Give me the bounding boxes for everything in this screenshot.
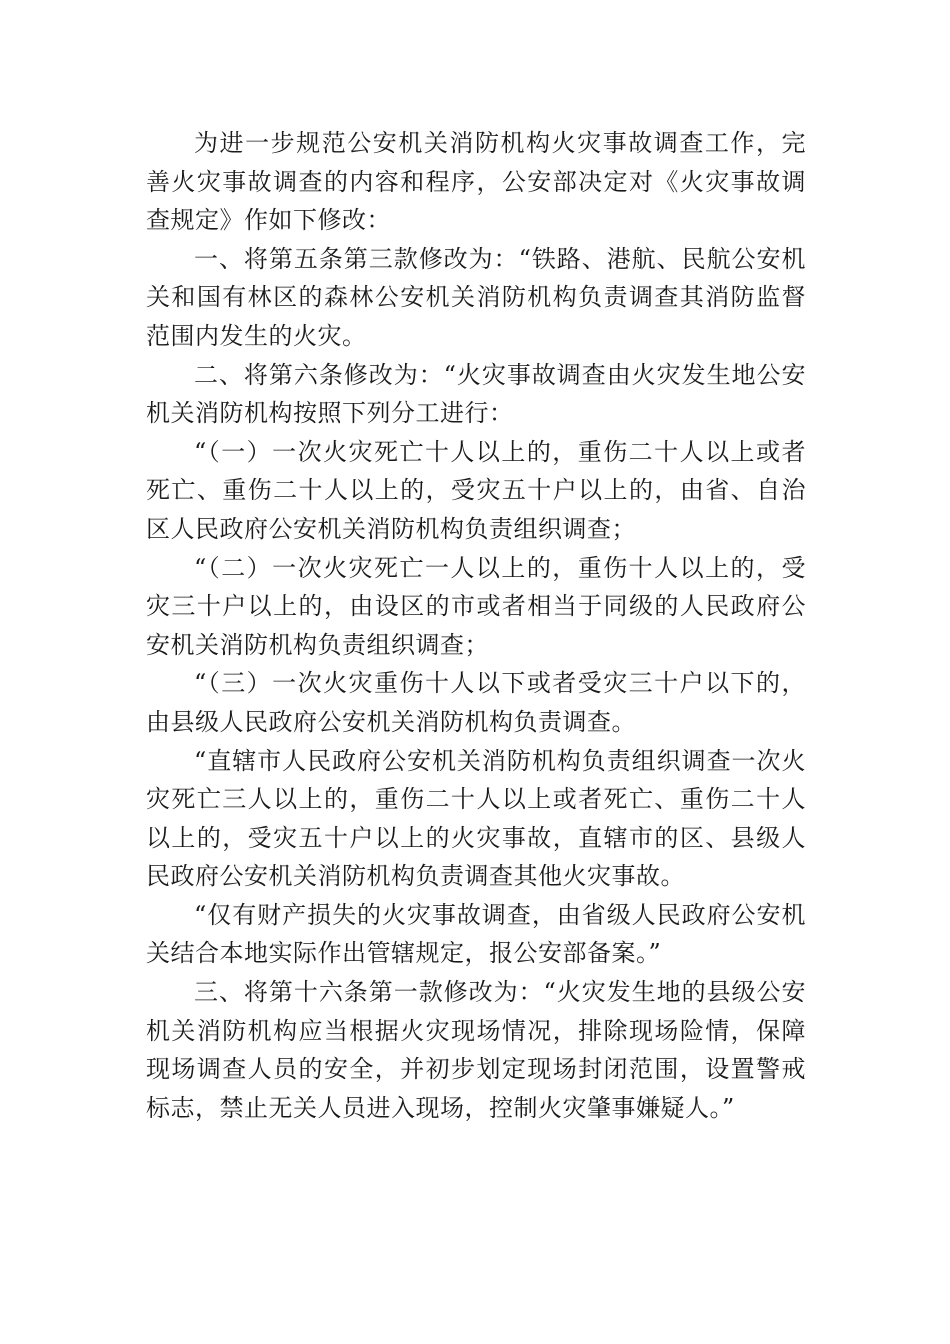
paragraph-item-2: “（二）一次火灾死亡一人以上的，重伤十人以上的，受灾三十户以上的，由设区的市或者相当于同级的人民政府公安机关消防机构负责组织调查； <box>146 553 806 659</box>
paragraph-item-3: “（三）一次火灾重伤十人以下或者受灾三十户以下的，由县级人民政府公安机关消防机构负责调查。 <box>146 669 806 736</box>
paragraph-property-loss: “仅有财产损失的火灾事故调查，由省级人民政府公安机关结合本地实际作出管辖规定，报公安部备案。” <box>146 900 806 968</box>
paragraph-item-1: “（一）一次火灾死亡十人以上的，重伤二十人以上或者死亡、重伤二十人以上的，受灾五十户以上的，由省、自治区人民政府公安机关消防机构负责组织调查； <box>146 437 806 543</box>
document-body <box>146 124 806 1127</box>
paragraph-amendment-3: 三、将第十六条第一款修改为：“火灾发生地的县级公安机关消防机构应当根据火灾现场情况，排除现场险情，保障现场调查人员的安全，并初步划定现场封闭范围，设置警戒标志，禁止无关人员进入现场，控制火灾肇事嫌疑人。” <box>146 978 806 1122</box>
paragraph-amendment-1: 一、将第五条第三款修改为：“铁路、港航、民航公安机关和国有林区的森林公安机关消防机构负责调查其消防监督范围内发生的火灾。 <box>146 244 806 350</box>
paragraph-municipality: “直辖市人民政府公安机关消防机构负责组织调查一次火灾死亡三人以上的，重伤二十人以上或者死亡、重伤二十人以上的，受灾五十户以上的火灾事故，直辖市的区、县级人民政府公安机关消防机构负责调查其他火灾事故。 <box>146 746 806 891</box>
paragraph-amendment-2: 二、将第六条修改为：“火灾事故调查由火灾发生地公安机关消防机构按照下列分工进行： <box>146 360 806 428</box>
paragraph-intro: 为进一步规范公安机关消防机构火灾事故调查工作，完善火灾事故调查的内容和程序，公安部决定对《火灾事故调查规定》作如下修改： <box>146 129 806 235</box>
